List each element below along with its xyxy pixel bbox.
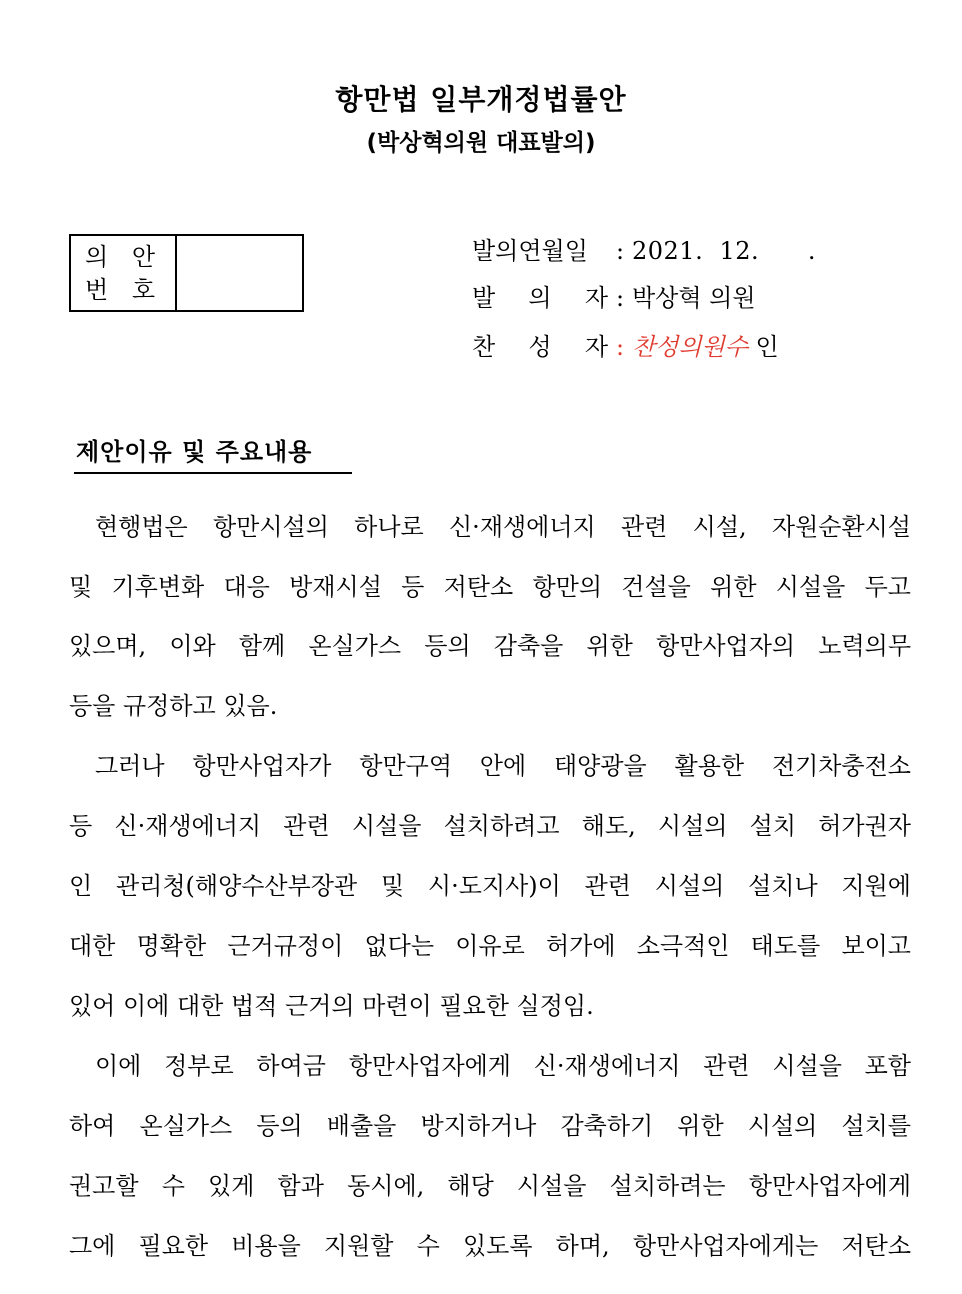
body-line: 있어 이에 대한 법적 근거의 마련이 필요한 실정임.: [69, 992, 594, 1020]
supporters-colon: :: [615, 333, 625, 361]
document-subtitle: (박상혁의원 대표발의): [366, 130, 596, 156]
bill-number-label-line2: 번 호: [85, 276, 163, 304]
proposer-colon: :: [615, 284, 625, 312]
proposal-date-value: 2021. 12. .: [632, 237, 817, 265]
body-line: 현행법은 항만시설의 하나로 신·재생에너지 관련 시설, 자원순환시설: [95, 513, 911, 541]
bill-number-value: [177, 236, 302, 310]
proposer-label: 발 의 자: [472, 284, 608, 312]
section-heading: 제안이유 및 주요내용: [76, 438, 313, 466]
supporters-row: [472, 330, 779, 364]
proposer-row: [472, 281, 756, 315]
body-line: 인 관리청(해양수산부장관 및 시·도지사)이 관련 시설의 설치나 지원에: [69, 872, 911, 900]
body-line: 등 신·재생에너지 관련 시설을 설치하려고 해도, 시설의 설치 허가권자: [69, 812, 911, 840]
document-title: 항만법 일부개정법률안: [335, 83, 627, 116]
bill-number-label-line1: 의 안: [85, 243, 163, 271]
proposal-date-row: [472, 234, 816, 268]
body-line: 있으며, 이와 함께 온실가스 등의 감축을 위한 항만사업자의 노력의무: [69, 632, 911, 660]
body-line: 그러나 항만사업자가 항만구역 안에 태양광을 활용한 전기차충전소: [95, 752, 911, 780]
proposal-date-label: 발의연월일: [472, 237, 588, 265]
body-line: 이에 정부로 하여금 항만사업자에게 신·재생에너지 관련 시설을 포함: [95, 1052, 911, 1080]
proposer-value: 박상혁 의원: [632, 284, 756, 312]
body-line: 하여 온실가스 등의 배출을 방지하거나 감축하기 위한 시설의 설치를: [69, 1112, 911, 1140]
body-line: 그에 필요한 비용을 지원할 수 있도록 하며, 항만사업자에게는 저탄소: [69, 1232, 911, 1260]
section-heading-underline: [74, 472, 352, 474]
proposal-date-colon: :: [615, 237, 625, 265]
body-line: 및 기후변화 대응 방재시설 등 저탄소 항만의 건설을 위한 시설을 두고: [69, 573, 911, 601]
body-line: 대한 명확한 근거규정이 없다는 이유로 허가에 소극적인 태도를 보이고: [69, 932, 911, 960]
body-line: 등을 규정하고 있음.: [69, 692, 278, 720]
bill-number-label: [71, 236, 177, 310]
supporters-count-placeholder: 찬성의원수: [632, 333, 748, 361]
supporters-label: 찬 성 자: [472, 333, 608, 361]
bill-number-box: [69, 234, 304, 312]
body-line: 권고할 수 있게 함과 동시에, 해당 시설을 설치하려는 항만사업자에게: [69, 1172, 911, 1200]
supporters-suffix: 인: [747, 333, 779, 361]
